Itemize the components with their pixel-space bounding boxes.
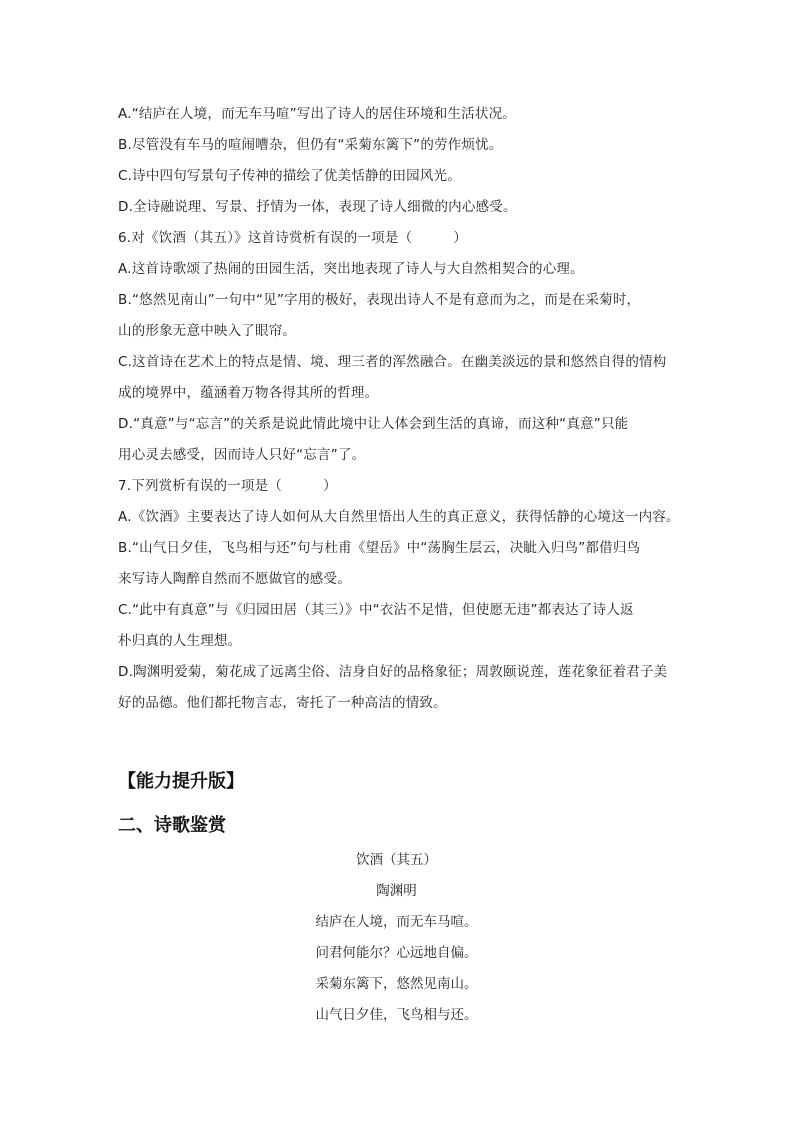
option-c-q5: C.诗中四句写景句子传神的描绘了优美恬静的田园风光。 bbox=[118, 168, 461, 184]
poem-author: 陶渊明 bbox=[376, 883, 417, 899]
option-c-q7: C.“此中有真意”与《归园田居（其三）》中“衣沾不足惜，但使愿无违”都表达了诗人返 bbox=[118, 602, 634, 618]
option-d-q7-cont: 好的品德。他们都托物言志，寄托了一种高洁的情致。 bbox=[118, 695, 447, 711]
option-a-q7: A.《饮酒》主要表达了诗人如何从大自然里悟出人生的真正意义，获得恬静的心境这一内容。 bbox=[118, 509, 680, 525]
poem-title: 饮酒（其五） bbox=[356, 852, 437, 868]
poem-line: 采菊东篱下，悠然见南山。 bbox=[315, 976, 478, 992]
poem-line: 问君何能尔？心远地自偏。 bbox=[315, 945, 478, 961]
option-b-q7: B.“山气日夕佳，飞鸟相与还”句与杜甫《望岳》中“荡胸生层云，决眦入归鸟”都借归鸟 bbox=[118, 540, 641, 556]
option-a-q6: A.这首诗歌颂了热闹的田园生活，突出地表现了诗人与大自然相契合的心理。 bbox=[118, 261, 584, 277]
option-b-q7-cont: 来写诗人陶醉自然而不愿做官的感受。 bbox=[118, 571, 351, 587]
option-a-q5: A.“结庐在人境，而无车马喧”写出了诗人的居住环境和生活状况。 bbox=[118, 106, 516, 122]
option-b-q6: B.“悠然见南山”一句中“见”字用的极好，表现出诗人不是有意而为之，而是在采菊时， bbox=[118, 292, 641, 308]
poem-line: 结庐在人境，而无车马喧。 bbox=[315, 914, 478, 930]
subsection-heading: 二、诗歌鉴赏 bbox=[118, 815, 226, 836]
option-c-q6: C.这首诗在艺术上的特点是情、境、理三者的浑然融合。在幽美淡远的景和悠然自得的情构 bbox=[118, 354, 667, 370]
question-6-stem: 6.对《饮酒（其五）》这首诗赏析有误的一项是（ ） bbox=[118, 230, 468, 246]
option-c-q7-cont: 朴归真的人生理想。 bbox=[118, 633, 242, 649]
option-b-q6-cont: 山的形象无意中映入了眼帘。 bbox=[118, 323, 297, 339]
option-d-q6: D.“真意”与“忘言”的关系是说此情此境中让人体会到生活的真谛，而这种“真意”只能 bbox=[118, 416, 629, 432]
section-heading: 【能力提升版】 bbox=[118, 771, 244, 792]
question-7-stem: 7.下列赏析有误的一项是（ ） bbox=[118, 478, 337, 494]
option-d-q6-cont: 用心灵去感受，因而诗人只好“忘言”了。 bbox=[118, 447, 366, 463]
option-d-q7: D.陶渊明爱菊，菊花成了远离尘俗、洁身自好的品格象征；周敦颐说莲，莲花象征着君子美 bbox=[118, 664, 668, 680]
option-c-q6-cont: 成的境界中，蕴涵着万物各得其所的哲理。 bbox=[118, 385, 379, 401]
option-d-q5: D.全诗融说理、写景、抒情为一体，表现了诗人细微的内心感受。 bbox=[118, 199, 517, 215]
poem-line: 山气日夕佳，飞鸟相与还。 bbox=[315, 1007, 478, 1023]
option-b-q5: B.尽管没有车马的喧闹嘈杂，但仍有“采菊东篱下”的劳作烦忧。 bbox=[118, 137, 503, 153]
